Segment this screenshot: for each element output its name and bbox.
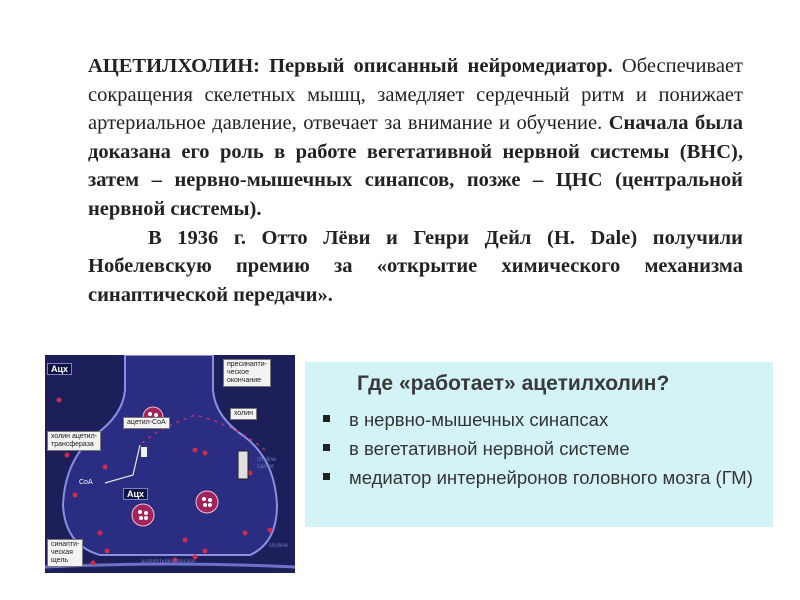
body-text: Обеспечивает сокращения скелетных мышц, замедляет сердечный ритм и понижает артериальное давление, отвечает за внимание и обучение.: [88, 55, 743, 135]
list-item: в нервно-мышечных синапсах: [321, 405, 761, 434]
label-acetyl-coa: ацетил-CoA: [123, 417, 170, 429]
main-text: [88, 52, 743, 309]
label-presynaptic-ending: пресинапти- ческое окончание: [223, 359, 271, 387]
label-ach-top: Ацх: [47, 363, 72, 375]
info-box: [305, 362, 773, 527]
enzyme-marker: [141, 447, 147, 457]
label-coa: CoA: [79, 479, 93, 486]
label-synaptic-cleft: синапти- ческая щель: [47, 539, 83, 567]
label-acetylcholinesterase: acetylcholinesterase: [141, 559, 196, 565]
label-choline-acetyltransferase: холин ацетил- трансфераза: [47, 431, 101, 451]
history-bold-text: Сначала была доказана его роль в работе вегетативной нервной системы (ВНС), затем – нервно-мышечных синапсов, позже – ЦНС (центральной нервной системы).: [88, 112, 744, 220]
label-choline-carrier: choline carrier: [257, 457, 277, 470]
bullet-icon: [323, 473, 330, 480]
lead-bold-text: АЦЕТИЛХОЛИН: Первый описанный нейромедиатор.: [88, 55, 613, 77]
list-item: в вегетативной нервной системе: [321, 434, 761, 463]
bullet-icon: [323, 415, 330, 422]
label-choline-small: choline: [269, 543, 289, 549]
info-list: [321, 405, 761, 492]
label-choline: холин: [230, 408, 257, 420]
vesicle: [196, 491, 218, 513]
nobel-text: В 1936 г. Отто Лёви и Генри Дейл (H. Dale) получили Нобелевскую премию за «открытие химического механизма синаптической передачи».: [88, 226, 743, 306]
paragraph-1: [88, 52, 743, 224]
info-title: Где «работает» ацетилхолин?: [357, 372, 670, 395]
vesicle: [132, 504, 154, 526]
label-ach-center: Ацх: [123, 488, 148, 500]
bullet-icon: [323, 444, 330, 451]
choline-carrier: [238, 451, 248, 479]
list-item: медиатор интернейронов головного мозга (ГМ): [321, 463, 761, 492]
paragraph-2: [88, 224, 743, 310]
synapse-diagram: [45, 355, 295, 573]
